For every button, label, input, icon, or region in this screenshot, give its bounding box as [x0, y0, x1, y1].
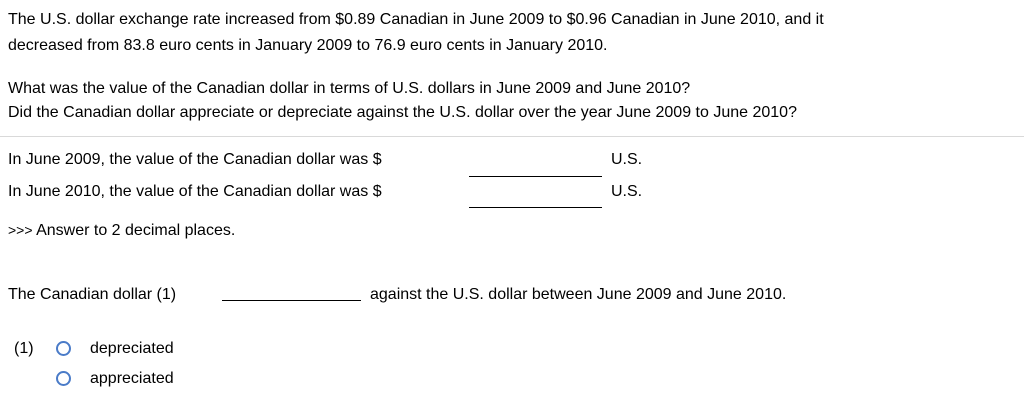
intro-line-1: The U.S. dollar exchange rate increased from $0.89 Canadian in June 2009 to $0.96 Canadian in June 2010, and it [8, 11, 824, 28]
direction-blank[interactable] [222, 300, 361, 301]
hint-text: Answer to 2 decimal places. [36, 222, 236, 239]
direction-ref: (1) [156, 286, 177, 303]
option-appreciated-radio[interactable] [56, 371, 71, 386]
intro-line-2: decreased from 83.8 euro cents in January 2009 to 76.9 euro cents in January 2010. [8, 37, 608, 54]
june2009-value-input[interactable] [470, 152, 602, 172]
option-depreciated-label[interactable]: depreciated [90, 340, 174, 357]
option-depreciated-radio[interactable] [56, 341, 71, 356]
june2009-suffix: U.S. [611, 151, 643, 168]
answer-hint [8, 222, 235, 240]
june2010-value-input[interactable] [470, 184, 602, 204]
june2009-blank-line [469, 176, 602, 177]
direction-prefix: The Canadian dollar [8, 286, 153, 303]
section-divider [0, 136, 1024, 137]
june2010-suffix: U.S. [611, 183, 643, 200]
hint-marker: >>> [8, 222, 33, 238]
june2010-blank-line [469, 207, 602, 208]
options-ref: (1) [14, 340, 34, 357]
direction-sentence [8, 286, 176, 304]
june2009-prefix: In June 2009, the value of the Canadian dollar was $ [8, 151, 382, 168]
question-line-1: What was the value of the Canadian dollar in terms of U.S. dollars in June 2009 and June 2010? [8, 80, 691, 97]
direction-suffix: against the U.S. dollar between June 2009 and June 2010. [370, 286, 787, 303]
question-line-2: Did the Canadian dollar appreciate or depreciate against the U.S. dollar over the year June 2009 to June 2010? [8, 104, 797, 121]
option-appreciated-label[interactable]: appreciated [90, 370, 174, 387]
june2010-prefix: In June 2010, the value of the Canadian dollar was $ [8, 183, 382, 200]
